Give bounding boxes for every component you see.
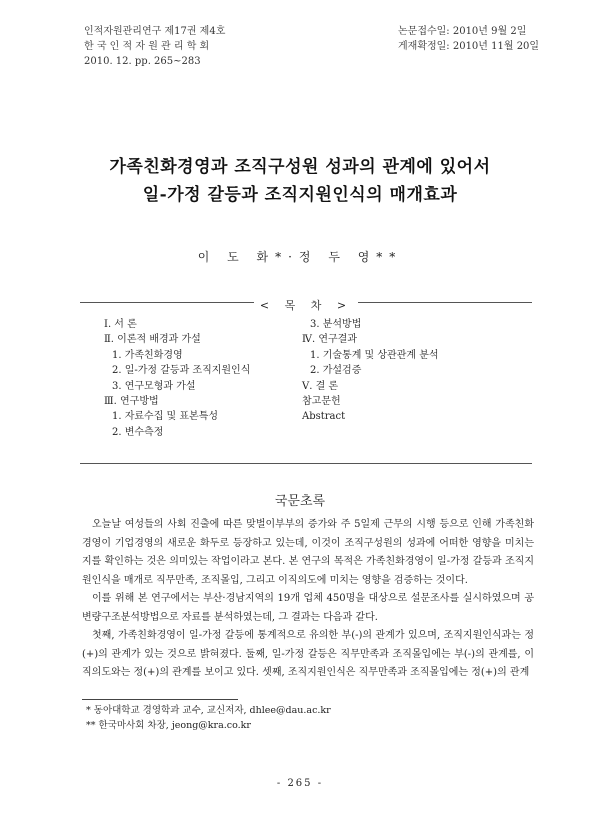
toc-item: Abstract [302, 411, 346, 423]
abstract-body [82, 516, 534, 683]
toc-right-column [302, 317, 439, 425]
toc-item: 2. 변수측정 [112, 426, 164, 438]
page-number: - 265 - [276, 778, 324, 789]
abstract-heading: 국문초록 [274, 494, 326, 509]
toc-item: 3. 분석방법 [310, 319, 362, 330]
abstract-paragraph: 첫째, 가족친화경영이 일-가정 갈등에 통계적으로 유의한 부(-)의 관계가 있으며, 조직지원인식과는 정(+)의 관계가 있는 것으로 밝혀졌다. 둘째, 일-가정 갈등은 직무만족과 조직몰입에는 부(-)의 관계를, 이직의도와는 정(+)의 관계를 보이고 있다. 셋째, 조직지원인식은 직무만족과 조직몰입에는 정(+)의 관계 [82, 630, 534, 678]
toc-item: Ⅲ. 연구방법 [104, 396, 159, 408]
abstract-paragraph: 이를 위해 본 연구에서는 부산·경남지역의 19개 업체 450명을 대상으로 설문조사를 실시하였으며 공변량구조분석방법으로 자료를 분석하였는데, 그 결과는 다음과 같다. [82, 593, 534, 623]
authors: 이 도 화*·정 두 영** [197, 250, 403, 264]
journal-name: 인적자원관리연구 제17권 제4호 [84, 26, 226, 37]
paper-title-line2: 일-가정 갈등과 조직지원인식의 매개효과 [142, 185, 458, 205]
toc-item: 참고문헌 [302, 396, 341, 408]
footnotes [86, 703, 331, 733]
accepted-date: 게재확정일: 2010년 11월 20일 [398, 41, 540, 52]
received-date: 논문접수일: 2010년 9월 2일 [398, 26, 527, 37]
toc-heading: < 목 차 > [80, 294, 532, 313]
toc-item: 1. 자료수집 및 표본특성 [112, 411, 219, 423]
toc-item: 3. 연구모형과 가설 [112, 380, 196, 392]
toc-item: Ⅴ. 결 론 [302, 380, 339, 392]
toc-left-column [104, 317, 250, 440]
toc-item: Ⅰ. 서 론 [104, 319, 137, 330]
footnote-author1: * 동아대학교 경영학과 교수, 교신저자, dhlee@dau.ac.kr [86, 705, 331, 716]
submission-info [398, 24, 539, 54]
footnote-divider [82, 699, 238, 700]
toc-item: 1. 기술통계 및 상관관계 분석 [310, 349, 439, 361]
toc-item: Ⅱ. 이론적 배경과 가설 [104, 334, 201, 346]
abstract-paragraph: 오늘날 여성들의 사회 진출에 따른 맞벌이부부의 증가와 주 5일제 근무의 시행 등으로 인해 가족친화경영이 기업경영의 새로운 화두로 등장하고 있는데, 이것이 조직구성원의 성과에 어떠한 영향을 미치는지를 확인하는 것은 의미있는 작업이라고 본다. 본 연구의 목적은 가족친화경영이 일-가정 갈등과 조직지원인식을 매개로 직무만족, 조직몰입, 그리고 이직의도에 미치는 영향을 검증하는 것이다. [82, 519, 534, 586]
toc-item: 2. 일-가정 갈등과 조직지원인식 [112, 365, 251, 377]
toc-item: Ⅳ. 연구결과 [302, 334, 357, 346]
footnote-author2: ** 한국마사회 차장, jeong@kra.co.kr [86, 720, 251, 731]
journal-info [84, 24, 225, 69]
toc-item: 2. 가설검증 [310, 365, 362, 377]
paper-title-line1: 가족친화경영과 조직구성원 성과의 관계에 있어서 [109, 157, 491, 177]
table-of-contents [80, 299, 532, 464]
society-name: 한 국 인 적 자 원 관 리 학 회 [84, 41, 210, 52]
toc-item: 1. 가족친화경영 [112, 349, 183, 361]
issue-pages: 2010. 12. pp. 265~283 [84, 56, 201, 67]
